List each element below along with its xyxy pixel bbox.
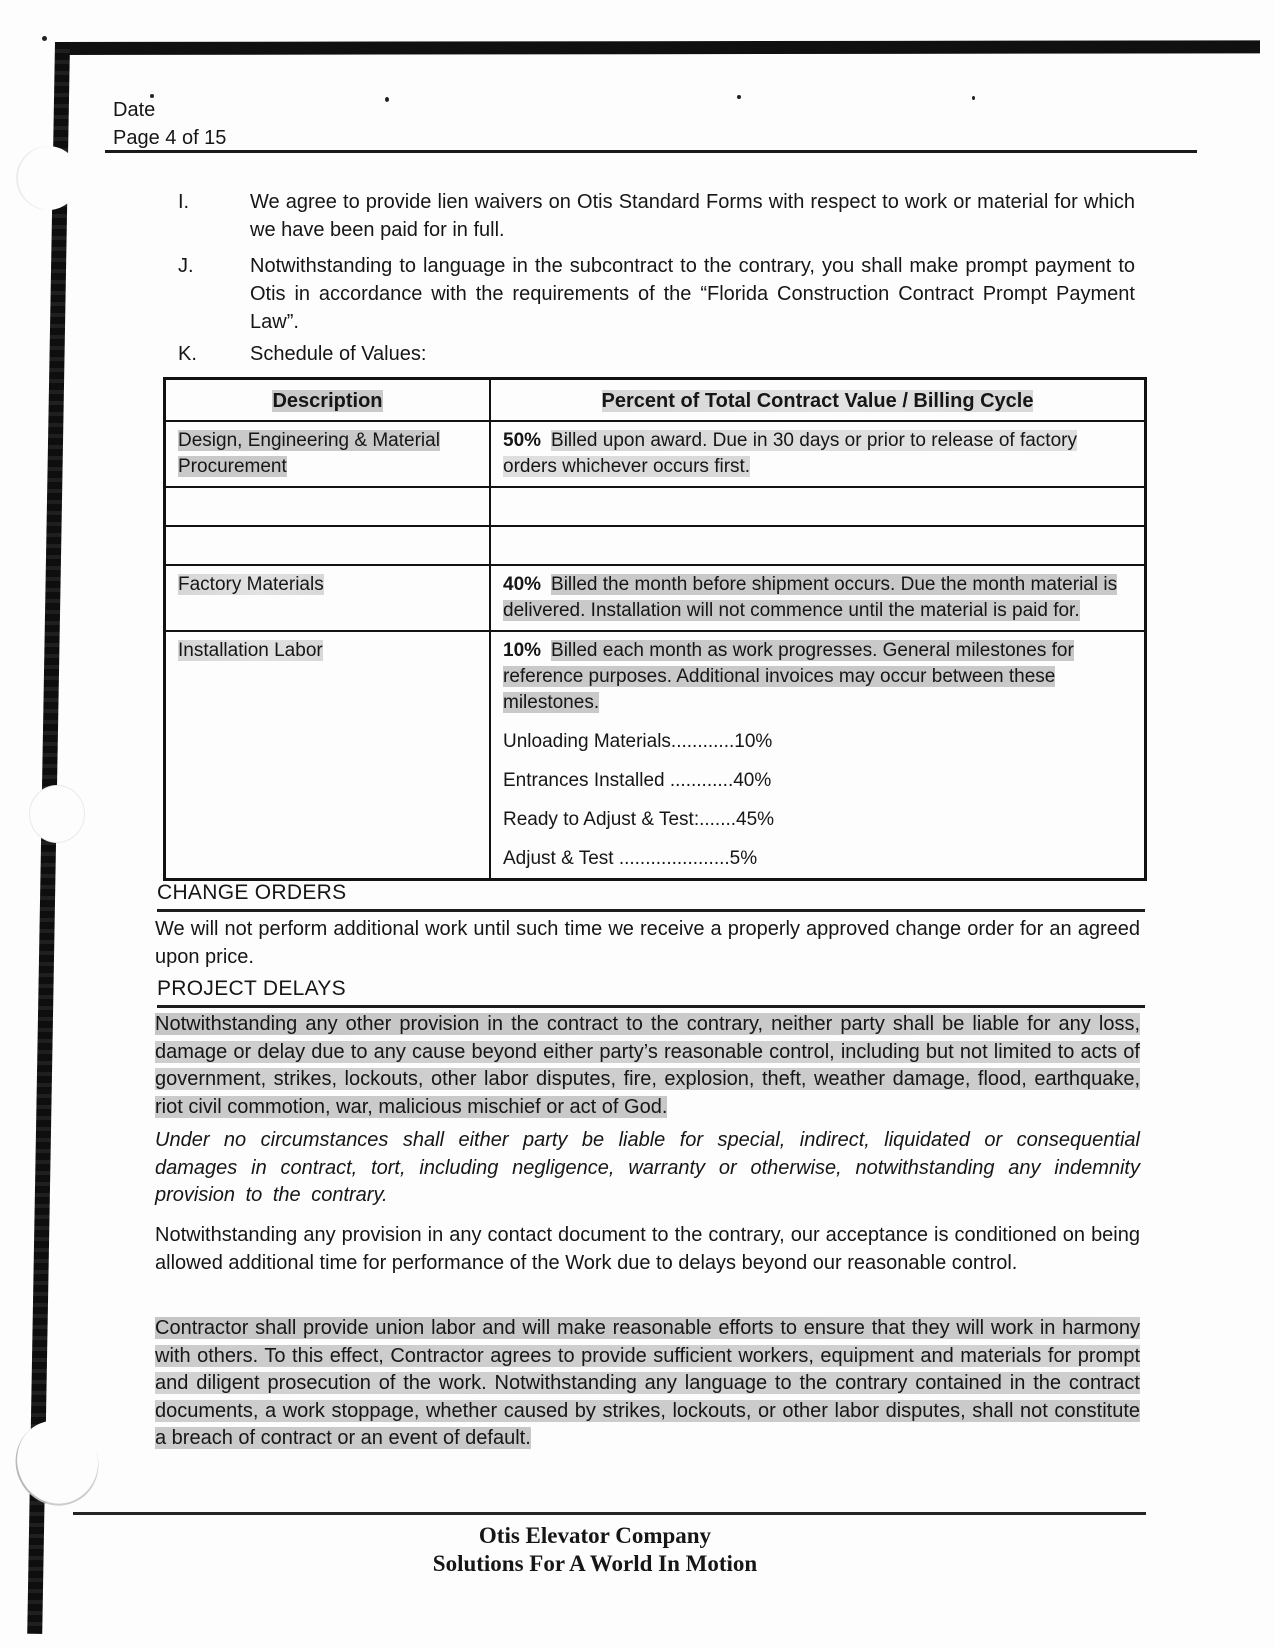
section-heading-change-orders: CHANGE ORDERS — [157, 880, 1145, 912]
schedule-of-values-table — [163, 377, 1147, 881]
clause-letter: I. — [178, 191, 190, 213]
scan-noise-dot — [972, 96, 975, 100]
row-billing-cell — [491, 566, 1144, 630]
milestone-line: Entrances Installed ............40% — [503, 770, 772, 791]
row-description: Installation Labor — [166, 632, 491, 878]
hole-punch-notch — [16, 146, 80, 210]
clause-text: We agree to provide lien waivers on Otis Standard Forms with respect to work or material for which we have been paid for in full. — [250, 191, 1135, 241]
scan-noise-dot — [385, 97, 389, 102]
date-label: Date — [113, 99, 156, 121]
company-name: Otis Elevator Company — [478, 1523, 712, 1548]
column-header-description: Description — [166, 380, 491, 420]
page-header — [113, 96, 226, 152]
billing-detail: Billed the month before shipment occurs. Due the month material is delivered. Installation will not commence until the material is paid for. — [503, 574, 1118, 621]
percent-value: 10% — [503, 640, 542, 661]
milestone-line: Adjust & Test .....................5% — [503, 848, 758, 869]
percent-value: 40% — [503, 574, 542, 595]
clause-k — [178, 340, 1135, 368]
scan-noise-dot — [737, 95, 741, 99]
table-header-row — [166, 380, 1144, 420]
row-description: Factory Materials — [166, 566, 491, 630]
milestone-line: Ready to Adjust & Test:.......45% — [503, 809, 775, 830]
row-description — [166, 527, 491, 564]
row-billing-cell — [491, 422, 1144, 486]
clause-letter: J. — [178, 255, 194, 277]
table-empty-row — [166, 525, 1144, 564]
column-header-percent-billing: Percent of Total Contract Value / Billing Cycle — [601, 390, 1034, 412]
page-footer — [40, 1522, 1150, 1578]
hole-punch-notch — [30, 786, 84, 842]
row-billing-cell — [491, 488, 1144, 525]
project-delays-paragraph-acceptance: Notwithstanding any provision in any contact document to the contrary, our acceptance is conditioned on being allowed additional time for performance of the Work due to delays beyond our reasonable control. — [155, 1224, 1140, 1274]
change-orders-paragraph: We will not perform additional work until such time we receive a properly approved change order for an agreed upon price. — [155, 918, 1140, 968]
table-empty-row — [166, 486, 1144, 525]
table-row — [166, 564, 1144, 630]
table-row — [166, 420, 1144, 486]
clause-text: Schedule of Values: — [250, 343, 427, 365]
clause-letter: K. — [178, 343, 197, 365]
row-billing-cell — [491, 527, 1144, 564]
billing-detail: Billed upon award. Due in 30 days or prior to release of factory orders whichever occurs first. — [503, 430, 1077, 477]
row-description — [166, 488, 491, 525]
page-number-label: Page 4 of 15 — [113, 127, 227, 149]
clause-j — [178, 252, 1135, 336]
clause-text: Notwithstanding to language in the subcontract to the contrary, you shall make prompt payment to Otis in accordance with the requirements of the “Florida Construction Contract Prompt Payment Law”. — [250, 255, 1135, 333]
footer-rule — [73, 1512, 1146, 1515]
project-delays-paragraph-liability: Under no circumstances shall either party be liable for special, indirect, liquidated or consequential damages in contract, tort, including negligence, warranty or otherwise, notwithstanding any indemnity provision to the contrary. — [155, 1129, 1140, 1206]
section-heading-project-delays: PROJECT DELAYS — [157, 976, 1145, 1008]
milestone-line: Unloading Materials............10% — [503, 731, 773, 752]
row-billing-cell — [491, 632, 1144, 878]
row-description: Design, Engineering & Material Procurement — [166, 422, 491, 486]
table-row — [166, 630, 1144, 878]
clause-i — [178, 188, 1135, 244]
page-curl-mark — [1, 1406, 114, 1520]
scan-noise-dot — [42, 36, 47, 41]
header-rule — [105, 150, 1197, 153]
project-delays-paragraph-force-majeure: Notwithstanding any other provision in the contract to the contrary, neither party shall be liable for any loss, damage or delay due to any cause beyond either party’s reasonable control, including but not limited to acts of government, strikes, lockouts, other labor disputes, fire, explosion, theft, weather damage, flood, earthquake, riot civil commotion, war, malicious mischief or act of God. — [155, 1013, 1140, 1118]
percent-value: 50% — [503, 430, 542, 451]
scan-top-border — [55, 40, 1260, 55]
billing-detail: Billed each month as work progresses. General milestones for reference purposes. Additional invoices may occur between these milestones. — [503, 640, 1074, 713]
project-delays-paragraph-union-labor: Contractor shall provide union labor and will make reasonable efforts to ensure that they will work in harmony with others. To this effect, Contractor agrees to provide sufficient workers, equipment and materials for prompt and diligent prosecution of the work. Notwithstanding any language to the contrary contained in the contract documents, a work stoppage, whether caused by strikes, lockouts, or other labor disputes, shall not constitute a breach of contract or an event of default. — [155, 1317, 1140, 1449]
company-tagline: Solutions For A World In Motion — [432, 1551, 758, 1576]
